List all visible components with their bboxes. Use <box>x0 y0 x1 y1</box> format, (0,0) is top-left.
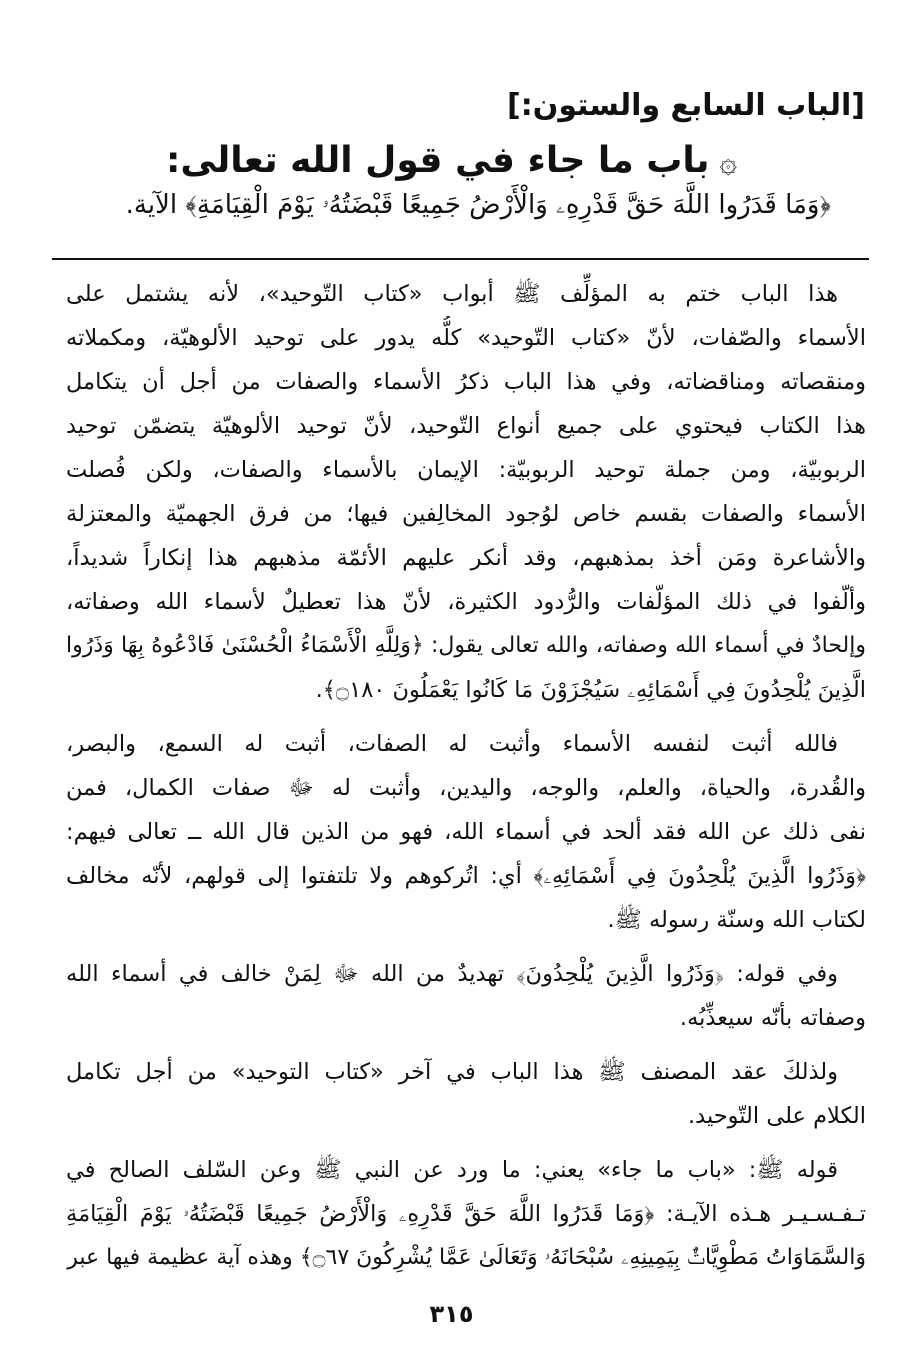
chapter-number-label: [الباب السابع والستون:] <box>507 88 865 123</box>
paragraph <box>66 1148 866 1280</box>
text-line: الأسماء والصفات بقسم خاص لوُجود المخالِفين فيها؛ من فرق الجهميّة والمعتزلة <box>66 501 866 527</box>
text-line: ﴿وَذَرُوا الَّذِينَ يُلْحِدُونَ فِي أَسْمَائِهِۦ﴾ أي: اتُركوهم ولا تلتفتوا إلى قولهم، لأنّه مخالف <box>66 863 866 889</box>
chapter-title <box>0 140 903 181</box>
text-line: هذا الكتاب فيحتوي على جميع أنواع التّوحيد، لأنّ توحيد الألوهيّة يتضمّن توحيد <box>66 413 866 439</box>
chapter-title-text: باب ما جاء في قول الله تعالى: <box>165 140 710 181</box>
text-line: الَّذِينَ يُلْحِدُونَ فِي أَسْمَائِهِۦ سَيُجْزَوْنَ مَا كَانُوا يَعْمَلُونَ ۝١٨٠﴾. <box>315 677 866 703</box>
text-line: هذا الباب ختم به المؤلِّف ﷺ أبواب «كتاب التّوحيد»، لأنه يشتمل على <box>66 281 838 307</box>
text-line: وَالسَّمَاوَاتُ مَطْوِيَّاتٌۢ بِيَمِينِهِۦ سُبْحَانَهُۥ وَتَعَالَىٰ عَمَّا يُشْرِكُونَ ۝٦٧﴾ وهذه آية عظيمة فيها عبر <box>67 1245 866 1270</box>
star-ornament-icon: ۞ <box>719 145 738 180</box>
header-divider <box>52 258 869 260</box>
text-line: تـفـسـيـر هـذه الآيـة: ﴿وَمَا قَدَرُوا اللَّهَ حَقَّ قَدْرِهِۦ وَالْأَرْضُ جَمِيعًا قَبْضَتُهُۥ يَوْمَ الْقِيَامَةِ <box>66 1201 866 1227</box>
text-line: نفى ذلك عن الله فقد ألحد في أسماء الله، فهو من الذين قال الله ــ تعالى فيهم: <box>66 819 866 845</box>
text-line: والأشاعرة ومَن أخذ بمذهبهم، وقد أنكر عليهم الأئمّة مذهبهم هذا إنكاراً شديداً، <box>66 545 866 571</box>
text-line: وألّفوا في ذلك المؤلّفات والرُّدود الكثيرة، لأنّ هذا تعطيلٌ لأسماء الله وصفاته، <box>66 589 866 615</box>
text-line: الكلام على التّوحيد. <box>687 1103 866 1129</box>
paragraph <box>66 722 866 942</box>
text-line: قوله ﷺ: «باب ما جاء» يعني: ما ورد عن النبي ﷺ وعن السّلف الصالح في <box>66 1157 838 1183</box>
paragraph-gap <box>66 1138 866 1148</box>
paragraph <box>66 272 866 712</box>
body-text <box>66 272 866 1280</box>
text-line: فالله أثبت لنفسه الأسماء وأثبت له الصفات، أثبت له السمع، والبصر، <box>66 731 838 757</box>
chapter-verse: ﴿وَمَا قَدَرُوا اللَّهَ حَقَّ قَدْرِهِۦ وَالْأَرْضُ جَمِيعًا قَبْضَتُهُۥ يَوْمَ الْقِيَامَةِ﴾ الآية. <box>125 190 831 220</box>
text-line: والقُدرة، والحياة، والعلم، والوجه، واليدين، وأثبت له ﷻ صفات الكمال، فمن <box>66 775 866 801</box>
text-line: الربوبيّة، ومن جملة توحيد الربوبيّة: الإيمان بالأسماء والصفات، ولكن فُصلت <box>66 457 866 483</box>
text-line: الأسماء والصّفات، لأنّ «كتاب التّوحيد» كلُّه يدور على توحيد الألوهيّة، ومكملاته <box>66 325 866 351</box>
text-line: ومنقصاته ومناقضاته، وفي هذا الباب ذكرُ الأسماء والصفات من أجل أن يتكامل <box>66 369 866 395</box>
paragraph <box>66 952 866 1040</box>
paragraph-gap <box>66 942 866 952</box>
paragraph <box>66 1050 866 1138</box>
text-line: وفي قوله: ﴿وَذَرُوا الَّذِينَ يُلْحِدُونَ﴾ تهديدٌ من الله ﷻ لِمَنْ خالف في أسماء الله <box>66 961 838 987</box>
paragraph-gap <box>66 712 866 722</box>
text-line: لكتاب الله وسنّة رسوله ﷺ. <box>607 907 866 933</box>
text-line: وإلحادٌ في أسماء الله وصفاته، والله تعالى يقول: ﴿وَلِلَّهِ الْأَسْمَاءُ الْحُسْنَىٰ فَادْعُوهُ بِهَا وَذَرُوا <box>66 633 866 658</box>
page-number: ٣١٥ <box>429 1300 474 1328</box>
paragraph-gap <box>66 1040 866 1050</box>
text-line: ولذلكَ عقد المصنف ﷺ هذا الباب في آخر «كتاب التوحيد» من أجل تكامل <box>66 1059 838 1085</box>
text-line: وصفاته بأنّه سيعذِّبُه. <box>679 1005 866 1031</box>
